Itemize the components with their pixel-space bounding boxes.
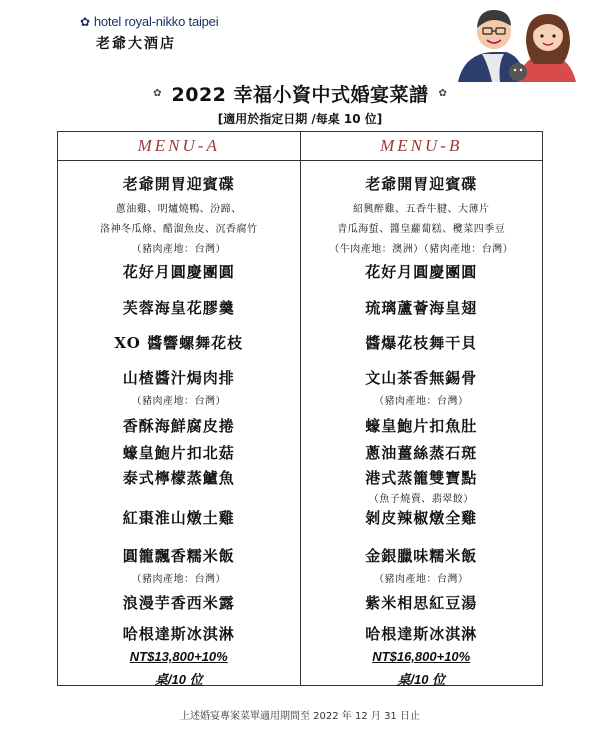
price-text: 桌/10 位 (397, 672, 446, 687)
price-text: NT$16,800+10% (372, 649, 471, 664)
dish-note: （魚子燒賣、翡翠餃） (368, 494, 474, 505)
dish-name: 琉璃蘆薈海皇翅 (365, 299, 478, 317)
brand-english-name: hotel royal-nikko taipei (93, 14, 219, 29)
dish-name: 哈根達斯冰淇淋 (122, 625, 235, 643)
dish-name: 剝皮辣椒燉全雞 (365, 509, 478, 527)
title-row (0, 80, 600, 107)
dish-note: 青瓜海蜇、醬皇蘿蔔糕、欖菜四季豆 (337, 224, 506, 235)
menu-heading-b: MENU-B (301, 132, 543, 161)
hotel-logo (80, 14, 218, 53)
menu-column-b (300, 132, 543, 685)
brand-chinese-name: 老爺大酒店 (96, 36, 176, 52)
dish-name: 花好月圓慶團圓 (365, 263, 478, 281)
dish-name: 紫米相思紅豆湯 (365, 594, 478, 612)
dish-name: 蠔皇鮑片扣北菇 (122, 444, 235, 462)
menu-column-a (58, 132, 300, 685)
price-text: 桌/10 位 (154, 672, 203, 687)
dish-name: 泰式檸檬蒸鱸魚 (122, 469, 235, 487)
menu-table (57, 131, 543, 686)
dish-name: 文山茶香無錫骨 (365, 369, 478, 387)
dish-name: 醬爆花枝舞干貝 (365, 334, 478, 352)
dish-name: 紅棗淮山燉土雞 (122, 509, 235, 527)
ornament-right-icon: ✿ (438, 88, 447, 99)
dish-note: （豬肉產地：台灣） (131, 574, 226, 585)
dish-name: 浪漫芋香西米露 (122, 594, 235, 612)
dish-note: 蔥油雞、明爐燒鴨、汾蹄、 (115, 204, 242, 215)
dish-name: 圓籠飄香糯米飯 (122, 547, 235, 565)
dish-note: （牛肉產地：澳洲）（豬肉產地：台灣） (329, 244, 514, 255)
dish-name: 芙蓉海皇花膠羹 (122, 299, 235, 317)
flower-logo-icon: ✿ (80, 14, 90, 29)
dish-name: 蔥油薑絲蒸石斑 (365, 444, 478, 462)
dish-name: 山楂醬汁焗肉排 (122, 369, 235, 387)
dish-name: XO 醬響螺舞花枝 (114, 334, 244, 352)
dish-name: 金銀臘味糯米飯 (365, 547, 478, 565)
dish-note: 紹興醉雞、五香牛腱、大薄片 (353, 204, 490, 215)
page-subtitle: [適用於指定日期 /每桌 10 位] (217, 112, 383, 126)
dish-note: （豬肉產地：台灣） (374, 574, 469, 585)
dish-name: 蠔皇鮑片扣魚肚 (365, 417, 478, 435)
dish-name: 花好月圓慶團圓 (122, 263, 235, 281)
dish-name: 香酥海鮮腐皮捲 (122, 417, 235, 435)
dish-note: （豬肉產地：台灣） (131, 244, 226, 255)
dish-name: 老爺開胃迎賓碟 (122, 175, 235, 193)
page-title: 2022 幸福小資中式婚宴菜譜 (171, 84, 429, 106)
brand-english-row (80, 14, 218, 29)
couple-illustration (456, 2, 578, 82)
ornament-left-icon: ✿ (153, 88, 162, 99)
dish-note: （豬肉產地：台灣） (374, 396, 469, 407)
dish-note: （豬肉產地：台灣） (131, 396, 226, 407)
dish-note: 洛神冬瓜條、醋溜魚皮、沉香腐竹 (100, 224, 258, 235)
price-text: NT$13,800+10% (129, 649, 228, 664)
dish-name: 港式蒸籠雙寶點 (365, 469, 478, 487)
menu-heading-a: MENU-A (58, 132, 300, 161)
dish-name: 老爺開胃迎賓碟 (365, 175, 478, 193)
validity-footer: 上述婚宴專案菜單適用期間至 2022 年 12 月 31 日止 (180, 711, 420, 722)
dish-name: 哈根達斯冰淇淋 (365, 625, 478, 643)
